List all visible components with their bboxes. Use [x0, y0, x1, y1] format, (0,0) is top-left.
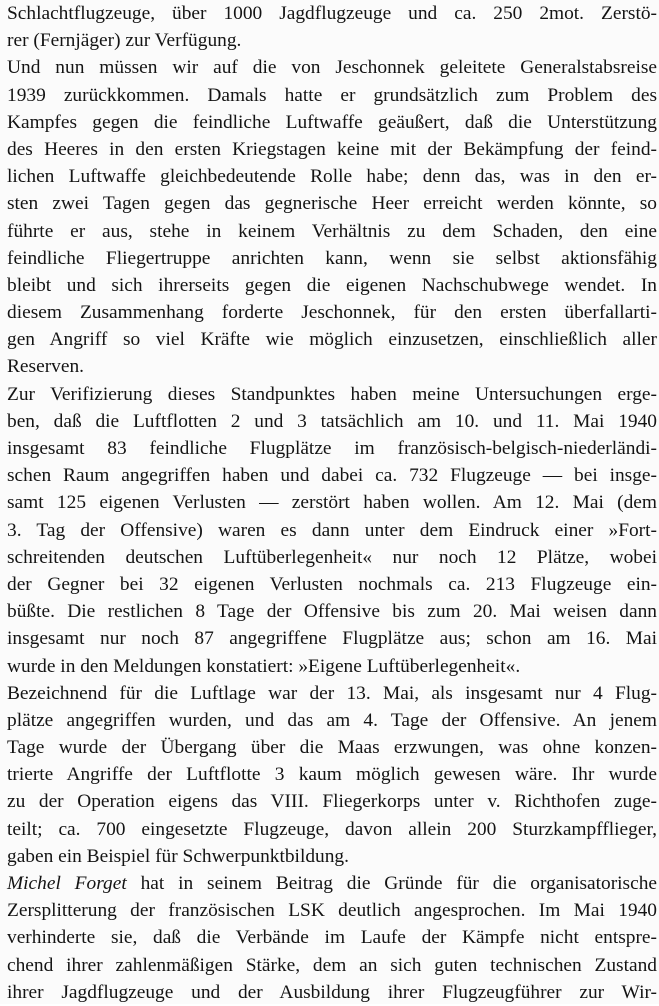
author-name: Michel Forget — [7, 873, 127, 894]
line-text: teilt; ca. 700 eingesetzte Flugzeuge, davon allein 200 Sturzkampfflieger, — [7, 818, 657, 840]
line-text: Reserven. — [7, 356, 84, 378]
text-line — [7, 979, 657, 1006]
text-line — [7, 109, 657, 136]
line-text: sten zwei Tagen gegen das gegnerische Heer erreicht werden könnte, so — [7, 193, 657, 215]
line-text: gaben ein Beispiel für Schwerpunktbildung. — [7, 845, 349, 867]
text-line — [7, 952, 657, 979]
line-text: des Heeres in den ersten Kriegstagen keine mit der Bekämpfung der feind- — [7, 138, 657, 160]
text-line — [7, 489, 657, 516]
line-text: insgesamt 83 feindliche Flugplätze im französisch-belgisch-niederländi- — [7, 438, 657, 459]
line-text: gen Angriff so viel Kräfte wie möglich einzusetzen, einschließlich aller — [7, 329, 657, 351]
line-text: rer (Fernjäger) zur Verfügung. — [7, 30, 242, 52]
line-text: plätze angegriffen wurden, und das am 4. Tage der Offensive. An jenem — [7, 709, 657, 731]
text-line — [7, 381, 657, 408]
text-line — [7, 707, 657, 734]
text-line — [7, 245, 657, 272]
line-text: bleibt und sich ihrerseits gegen die eigenen Nachschubwege wendet. In — [7, 274, 657, 296]
text-line — [7, 816, 657, 843]
text-line — [7, 353, 657, 380]
text-line — [7, 272, 657, 299]
text-line — [7, 897, 657, 924]
text-line — [7, 734, 657, 761]
line-text: Bezeichnend für die Luftlage war der 13. Mai, als insgesamt nur 4 Flug- — [7, 682, 657, 704]
text-line — [7, 82, 657, 109]
text-line — [7, 408, 657, 435]
text-line — [7, 788, 657, 815]
line-text: der Gegner bei 32 eigenen Verlusten nochmals ca. 213 Flugzeuge ein- — [7, 573, 657, 595]
text-line — [7, 870, 657, 897]
text-line — [7, 0, 657, 27]
line-text: Zur Verifizierung dieses Standpunktes haben meine Untersuchungen erge- — [7, 383, 657, 405]
line-text: chend ihrer zahlenmäßigen Stärke, dem an sich guten technischen Zustand — [7, 954, 657, 976]
text-line — [7, 544, 657, 571]
text-line — [7, 462, 657, 489]
line-text: Zersplitterung der französischen LSK deutlich angesprochen. Im Mai 1940 — [7, 900, 657, 922]
line-text: büßte. Die restlichen 8 Tage der Offensive bis zum 20. Mai weisen dann — [7, 601, 657, 623]
text-line — [7, 598, 657, 625]
text-line — [7, 625, 657, 652]
line-text: schreitenden deutschen Luftüberlegenheit« nur noch 12 Plätze, wobei — [7, 546, 657, 568]
line-text: zu der Operation eigens das VIII. Fliegerkorps unter v. Richthofen zuge- — [7, 791, 657, 813]
text-line — [7, 435, 657, 462]
line-text: wurde in den Meldungen konstatiert: »Eigene Luftüberlegenheit«. — [7, 655, 521, 677]
text-line — [7, 517, 657, 544]
text-line — [7, 761, 657, 788]
text-line — [7, 190, 657, 217]
line-text: trierte Angriffe der Luftflotte 3 kaum möglich gewesen wäre. Ihr wurde — [7, 764, 657, 786]
line-text: insgesamt nur noch 87 angegriffene Flugplätze aus; schon am 16. Mai — [7, 628, 657, 650]
text-line — [7, 218, 657, 245]
text-line — [7, 843, 657, 870]
text-line — [7, 299, 657, 326]
line-text: Kampfes gegen die feindliche Luftwaffe geäußert, daß die Unterstützung — [7, 111, 657, 133]
line-text: Schlachtflugzeuge, über 1000 Jagdflugzeuge und ca. 250 2mot. Zerstö- — [7, 3, 657, 24]
line-text: verhinderte sie, daß die Verbände im Laufe der Kämpfe nicht entspre- — [7, 927, 657, 949]
text-line — [7, 136, 657, 163]
body-text — [7, 0, 657, 1006]
line-text: schen Raum angegriffen haben und dabei ca. 732 Flugzeuge — bei insge- — [7, 465, 657, 487]
text-line — [7, 54, 657, 81]
line-text: Und nun müssen wir auf die von Jeschonnek geleitete Generalstabsreise — [7, 57, 657, 79]
text-line — [7, 924, 657, 951]
line-text: diesem Zusammenhang forderte Jeschonnek, für den ersten überfallarti- — [7, 302, 657, 324]
text-line — [7, 680, 657, 707]
line-text: feindliche Fliegertruppe anrichten kann, wenn sie selbst aktionsfähig — [7, 247, 657, 269]
line-text: lichen Luftwaffe gleichbedeutende Rolle habe; denn das, was in den er- — [7, 166, 657, 188]
line-text: ihrer Jagdflugzeuge und der Ausbildung ihrer Flugzeugführer zur Wir- — [7, 981, 657, 1003]
text-line — [7, 653, 657, 680]
text-line — [7, 27, 657, 54]
line-text: führte er aus, stehe in keinem Verhältnis zu dem Schaden, den eine — [7, 220, 657, 242]
line-text: Tage wurde der Übergang über die Maas erzwungen, was ohne konzen- — [7, 737, 657, 759]
text-line — [7, 163, 657, 190]
line-text: 3. Tag der Offensive) waren es dann unter dem Eindruck einer »Fort- — [7, 519, 657, 541]
line-text: samt 125 eigenen Verlusten — zerstört haben wollen. Am 12. Mai (dem — [7, 492, 657, 514]
line-text: ben, daß die Luftflotten 2 und 3 tatsächlich am 10. und 11. Mai 1940 — [7, 410, 657, 432]
line-text: hat in seinem Beitrag die Gründe für die organisatorische — [126, 873, 657, 894]
line-text: 1939 zurückkommen. Damals hatte er grundsätzlich zum Problem des — [7, 84, 657, 106]
text-line — [7, 571, 657, 598]
text-line — [7, 326, 657, 353]
